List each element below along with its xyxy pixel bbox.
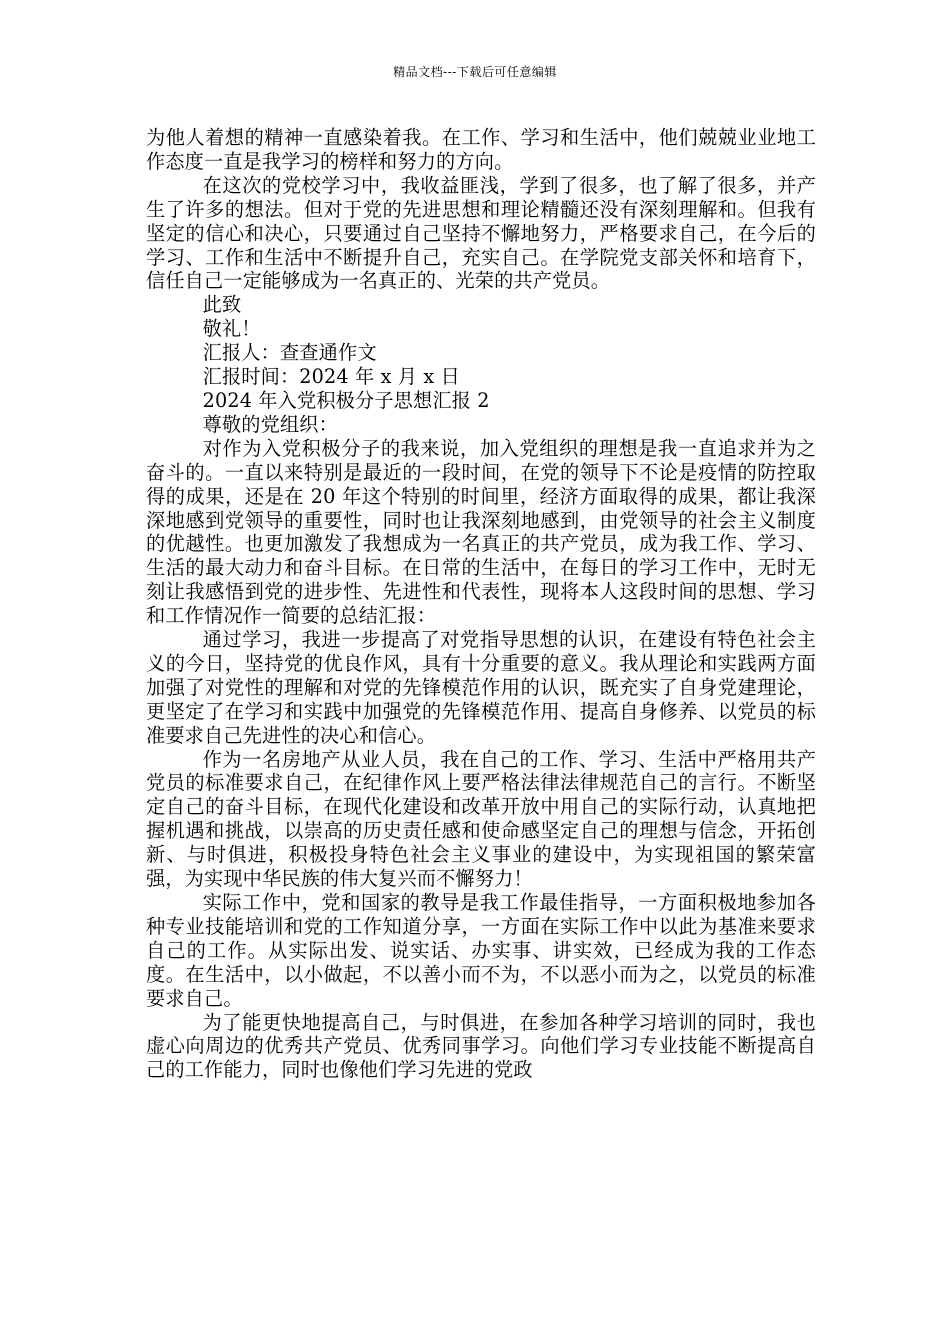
salutation-line: 此致 <box>202 293 242 317</box>
section-title: 2024 年入党积极分子思想汇报 2 <box>202 388 490 412</box>
paragraph-3: 对作为入党积极分子的我来说，加入党组织的理想是我一直追求并为之奋斗的。一直以来特别是最近的一段时间，在党的领导下不论是疫情的防控取得的成果，还是在 20 年这个特别的时间里，经济方面取得的成果，都让我深深地感到党领导的重要性，同时也让我深刻地感到，由党领导的社会主义制度的优越性。也更加激发了我想成为一名真正的共产党员，成为我工作、学习、生活的最大动力和奋斗目标。在日常的生活中，在每日的学习工作中，无时无刻让我感悟到党的进步性、先进性和代表性，现将本人这段时间的思想、学习和工作情况作一简要的总结汇报： <box>146 436 816 628</box>
paragraph-4: 通过学习，我进一步提高了对党指导思想的认识，在建设有特色社会主义的今日，坚持党的优良作风，具有十分重要的意义。我从理论和实践两方面加强了对党性的理解和对党的先锋模范作用的认识，既充实了自身党建理论，更坚定了在学习和实践中加强党的先锋模范作用、提高自身修养、以党员的标准要求自己先进性的决心和信心。 <box>146 628 816 747</box>
document-body <box>146 126 816 1082</box>
report-date-line: 汇报时间：2024 年 x 月 x 日 <box>202 365 460 389</box>
greeting-line: 尊敬的党组织： <box>202 412 338 436</box>
paragraph-2: 在这次的党校学习中，我收益匪浅，学到了很多，也了解了很多，并产生了许多的想法。但对于党的先进思想和理论精髓还没有深刻理解和。但我有坚定的信心和决心，只要通过自己坚持不懈地努力，严格要求自己，在今后的学习、工作和生活中不断提升自己，充实自己。在学院党支部关怀和培育下，信任自己一定能够成为一名真正的、光荣的共产党员。 <box>146 173 816 293</box>
page-header: 精品文档---下载后可任意编辑 <box>393 65 557 79</box>
paragraph-1: 为他人着想的精神一直感染着我。在工作、学习和生活中，他们兢兢业业地工作态度一直是我学习的榜样和努力的方向。 <box>146 126 816 173</box>
paragraph-7: 为了能更快地提高自己，与时俱进，在参加各种学习培训的同时，我也虚心向周边的优秀共产党员、优秀同事学习。向他们学习专业技能不断提高自己的工作能力，同时也像他们学习先进的党政 <box>146 1010 816 1082</box>
closing-line: 敬礼！ <box>202 317 261 341</box>
paragraph-5: 作为一名房地产从业人员，我在自己的工作、学习、生活中严格用共产党员的标准要求自己，在纪律作风上要严格法律法律规范自己的言行。不断坚定自己的奋斗目标，在现代化建设和改革开放中用自己的实际行动，认真地把握机遇和挑战，以崇高的历史责任感和使命感坚定自己的理想与信念，开拓创新、与时俱进，积极投身特色社会主义事业的建设中，为实现祖国的繁荣富强，为实现中华民族的伟大复兴而不懈努力！ <box>146 747 816 891</box>
paragraph-6: 实际工作中，党和国家的教导是我工作最佳指导，一方面积极地参加各种专业技能培训和党的工作知道分享，一方面在实际工作中以此为基准来要求自己的工作。从实际出发、说实话、办实事、讲实效，已经成为我的工作态度。在生活中，以小做起，不以善小而不为，不以恶小而为之，以党员的标准要求自己。 <box>146 891 816 1010</box>
reporter-line: 汇报人：查查通作文 <box>202 341 377 365</box>
